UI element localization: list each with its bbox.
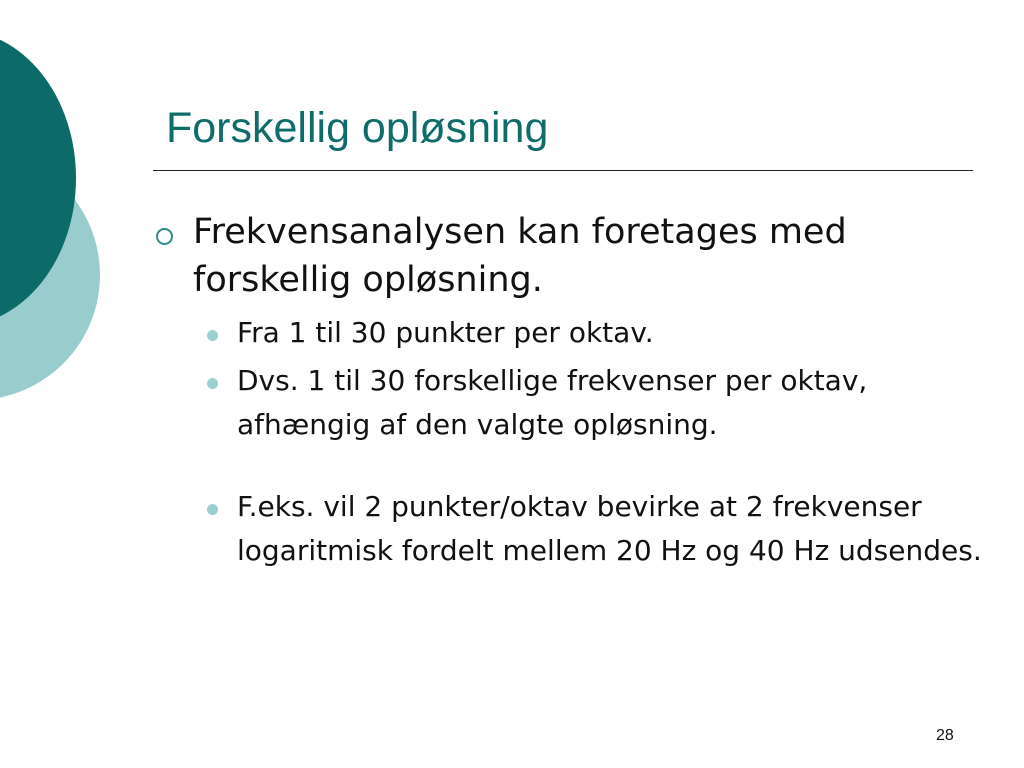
- dot-bullet-icon: [207, 330, 218, 341]
- ring-bullet-icon: [156, 228, 173, 245]
- bullet-item: [155, 208, 985, 304]
- dot-bullet-icon: [207, 378, 218, 389]
- page-number: 28: [936, 727, 954, 744]
- title-divider: [153, 170, 973, 171]
- sub-bullet-text: F.eks. vil 2 punkter/oktav bevirke at 2 frekvenser logaritmisk fordelt mellem 20 Hz og 40 Hz udsendes.: [237, 490, 982, 567]
- sub-bullet-item: [205, 311, 985, 355]
- sub-bullet-list: [155, 311, 985, 573]
- dot-bullet-icon: [207, 504, 218, 515]
- sub-bullet-text: Fra 1 til 30 punkter per oktav.: [237, 316, 654, 349]
- bullet-text: Frekvensanalysen kan foretages med forskellig opløsning.: [193, 212, 847, 300]
- slide-title: Forskellig opløsning: [166, 104, 549, 152]
- slide-body: [155, 208, 985, 573]
- sub-bullet-item: [205, 485, 985, 573]
- sub-bullet-item: [205, 359, 985, 447]
- sub-bullet-text: Dvs. 1 til 30 forskellige frekvenser per oktav, afhængig af den valgte opløsning.: [237, 364, 868, 441]
